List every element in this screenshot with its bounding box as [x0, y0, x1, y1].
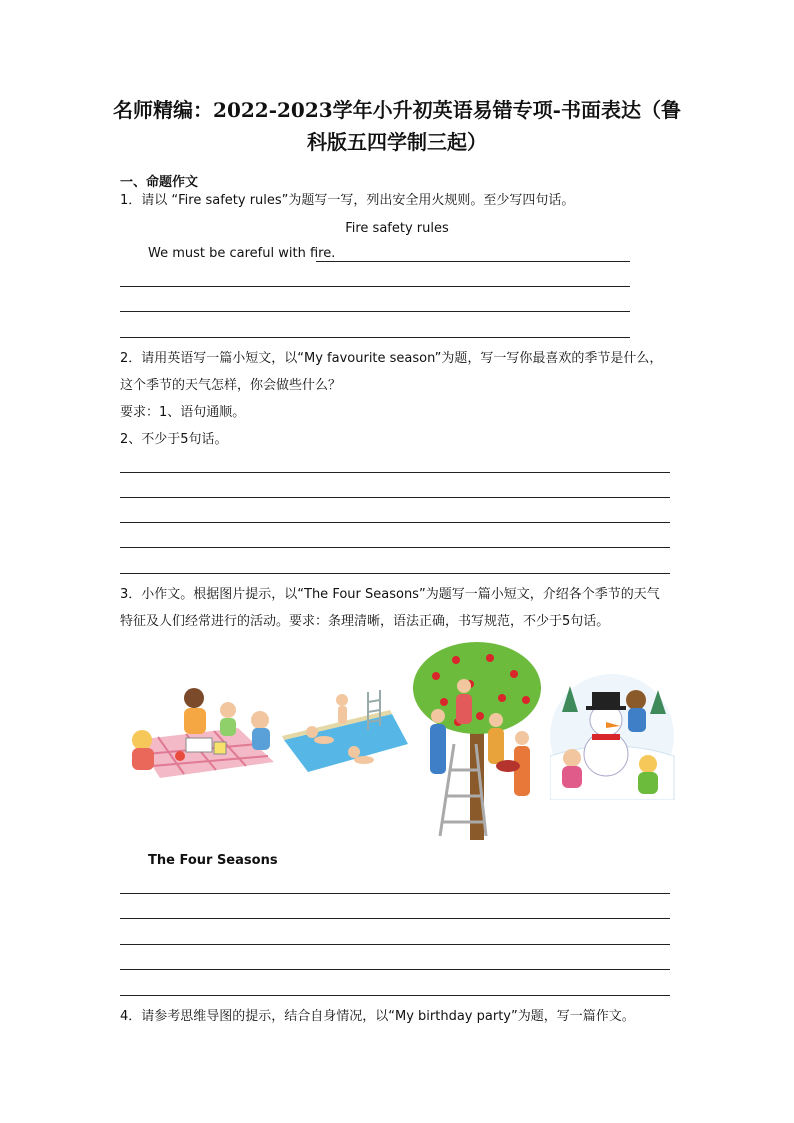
writing-line[interactable] — [120, 893, 670, 894]
q2-prompt-line-1: 2．请用英语写一篇小短文，以“My favourite season”为题，写一写你最喜欢的季节是什么， — [120, 351, 663, 366]
writing-line[interactable] — [120, 522, 670, 523]
page-title — [100, 94, 694, 158]
swimming-pool-illustration — [282, 690, 410, 772]
picnic-illustration — [118, 680, 280, 780]
writing-line[interactable] — [120, 497, 670, 498]
q1-starter-sentence: We must be careful with fire. — [148, 246, 336, 261]
writing-line[interactable] — [120, 311, 630, 312]
writing-line[interactable] — [120, 472, 670, 473]
q2-requirement-1: 要求：1、语句通顺。 — [120, 405, 246, 420]
q4-prompt: 4．请参考思维导图的提示，结合自身情况，以“My birthday party”为题，写一篇作文。 — [120, 1009, 635, 1024]
q3-essay-heading: The Four Seasons — [148, 853, 278, 868]
writing-line[interactable] — [120, 286, 630, 287]
writing-line[interactable] — [120, 995, 670, 996]
q3-prompt-line-1: 3．小作文。根据图片提示，以“The Four Seasons”为题写一篇小短文，介绍各个季节的天气 — [120, 587, 660, 602]
q3-prompt-line-2: 特征及人们经常进行的活动。要求：条理清晰，语法正确，书写规范，不少于5句话。 — [120, 614, 610, 629]
writing-line[interactable] — [316, 261, 630, 262]
q2-requirement-2: 2、不少于5句话。 — [120, 432, 228, 447]
writing-line[interactable] — [120, 547, 670, 548]
title-line-2: 科版五四学制三起） — [307, 130, 487, 154]
apple-picking-illustration — [410, 640, 545, 840]
section-heading: 一、命题作文 — [120, 175, 199, 190]
q2-prompt-line-2: 这个季节的天气怎样，你会做些什么？ — [120, 378, 342, 393]
title-line-1: 名师精编：2022-2023学年小升初英语易错专项-书面表达（鲁 — [113, 98, 681, 122]
writing-line[interactable] — [120, 969, 670, 970]
writing-line[interactable] — [120, 573, 670, 574]
writing-line[interactable] — [120, 918, 670, 919]
writing-line[interactable] — [120, 944, 670, 945]
q1-prompt: 1．请以 “Fire safety rules”为题写一写，列出安全用火规则。至少写四句话。 — [120, 193, 575, 208]
q1-essay-heading: Fire safety rules — [345, 221, 449, 236]
writing-line[interactable] — [120, 337, 630, 338]
snowman-illustration — [550, 672, 675, 800]
